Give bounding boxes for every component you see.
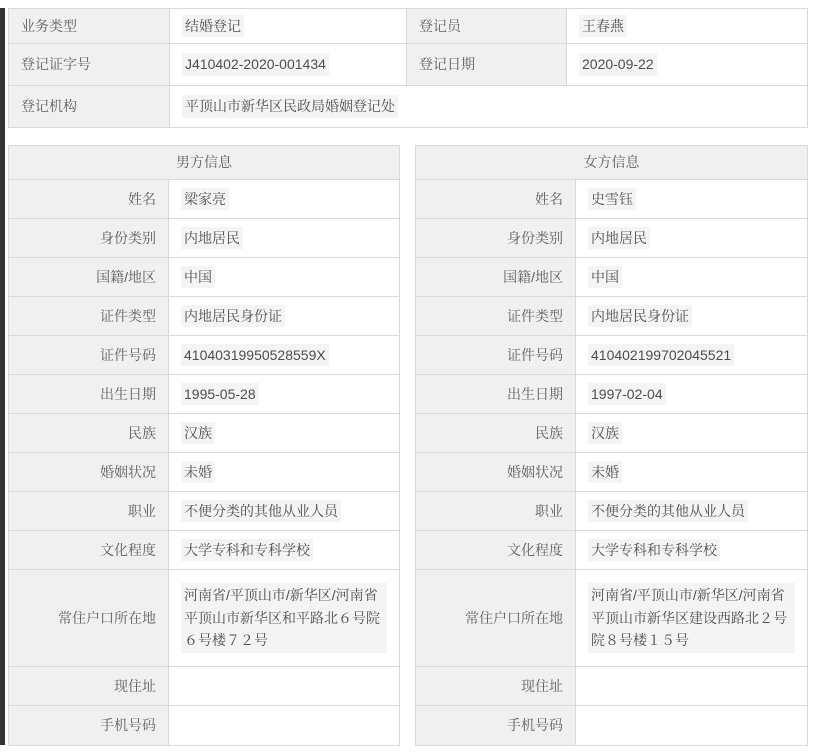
male-birth-date-text: 1995-05-28 (181, 383, 259, 405)
female-birth-date-value (576, 375, 807, 414)
cert-number-value (170, 44, 407, 86)
male-phone-label: 手机号码 (9, 706, 169, 745)
registration-summary-table (8, 8, 808, 128)
male-nationality-value (169, 258, 399, 297)
male-nationality-text: 中国 (181, 266, 215, 288)
male-household-address-text: 河南省/平顶山市/新华区/河南省平顶山市新华区和平路北６号院６号楼７２号 (181, 583, 387, 653)
female-birth-date-text: 1997-02-04 (588, 383, 666, 405)
male-table-title: 男方信息 (9, 146, 399, 180)
male-id-type-text: 内地居民身份证 (181, 305, 285, 327)
male-id-number-label: 证件号码 (9, 336, 169, 375)
window-left-edge (0, 8, 5, 745)
male-name-label: 姓名 (9, 180, 169, 219)
business-type-text: 结婚登记 (182, 15, 244, 37)
male-ethnicity-label: 民族 (9, 414, 169, 453)
female-nationality-label: 国籍/地区 (416, 258, 576, 297)
reg-org-label: 登记机构 (9, 86, 170, 127)
female-phone-value (576, 706, 807, 745)
male-id-number-text: 41040319950528559X (181, 344, 329, 366)
registrar-label: 登记员 (407, 9, 567, 44)
male-household-address-value (169, 570, 399, 667)
female-occupation-text: 不便分类的其他从业人员 (588, 500, 748, 522)
female-table-title: 女方信息 (416, 146, 807, 180)
female-info-table (415, 145, 808, 746)
male-identity-type-label: 身份类别 (9, 219, 169, 258)
male-occupation-value (169, 492, 399, 531)
female-education-value (576, 531, 807, 570)
male-id-number-value (169, 336, 399, 375)
male-current-address-value (169, 667, 399, 706)
female-marital-status-value (576, 453, 807, 492)
female-household-address-text: 河南省/平顶山市/新华区/河南省平顶山市新华区建设西路北２号院８号楼１５号 (588, 583, 795, 653)
business-type-label: 业务类型 (9, 9, 170, 44)
female-occupation-value (576, 492, 807, 531)
registrar-text: 王春燕 (579, 15, 627, 37)
reg-org-text: 平顶山市新华区民政局婚姻登记处 (182, 95, 398, 117)
female-id-type-label: 证件类型 (416, 297, 576, 336)
male-name-text: 梁家亮 (181, 188, 229, 210)
female-nationality-text: 中国 (588, 266, 622, 288)
male-identity-type-value (169, 219, 399, 258)
business-type-value (170, 9, 407, 44)
female-education-text: 大学专科和专科学校 (588, 539, 720, 561)
female-household-address-value (576, 570, 807, 667)
female-identity-type-value (576, 219, 807, 258)
male-name-value (169, 180, 399, 219)
male-household-address-label: 常住户口所在地 (9, 570, 169, 667)
female-current-address-value (576, 667, 807, 706)
female-name-value (576, 180, 807, 219)
male-current-address-label: 现住址 (9, 667, 169, 706)
male-occupation-label: 职业 (9, 492, 169, 531)
male-phone-value (169, 706, 399, 745)
male-info-table (8, 145, 400, 746)
female-id-number-text: 410402199702045521 (588, 344, 734, 366)
female-birth-date-label: 出生日期 (416, 375, 576, 414)
female-identity-type-label: 身份类别 (416, 219, 576, 258)
female-marital-status-text: 未婚 (588, 461, 622, 483)
male-id-type-label: 证件类型 (9, 297, 169, 336)
cert-number-label: 登记证字号 (9, 44, 170, 86)
registrar-value (567, 9, 807, 44)
female-current-address-label: 现住址 (416, 667, 576, 706)
female-ethnicity-label: 民族 (416, 414, 576, 453)
male-marital-status-text: 未婚 (181, 461, 215, 483)
female-name-label: 姓名 (416, 180, 576, 219)
male-marital-status-label: 婚姻状况 (9, 453, 169, 492)
female-name-text: 史雪钰 (588, 188, 636, 210)
female-phone-label: 手机号码 (416, 706, 576, 745)
reg-org-value (170, 86, 807, 127)
female-id-type-value (576, 297, 807, 336)
cert-number-text: J410402-2020-001434 (182, 53, 329, 75)
female-education-label: 文化程度 (416, 531, 576, 570)
male-education-text: 大学专科和专科学校 (181, 539, 313, 561)
female-household-address-label: 常住户口所在地 (416, 570, 576, 667)
male-marital-status-value (169, 453, 399, 492)
male-birth-date-value (169, 375, 399, 414)
male-identity-type-text: 内地居民 (181, 227, 243, 249)
female-occupation-label: 职业 (416, 492, 576, 531)
male-birth-date-label: 出生日期 (9, 375, 169, 414)
reg-date-value (567, 44, 807, 86)
reg-date-text: 2020-09-22 (579, 53, 657, 75)
male-id-type-value (169, 297, 399, 336)
female-ethnicity-value (576, 414, 807, 453)
female-ethnicity-text: 汉族 (588, 422, 622, 444)
male-education-value (169, 531, 399, 570)
male-education-label: 文化程度 (9, 531, 169, 570)
male-ethnicity-text: 汉族 (181, 422, 215, 444)
female-id-number-value (576, 336, 807, 375)
reg-date-label: 登记日期 (407, 44, 567, 86)
male-ethnicity-value (169, 414, 399, 453)
female-identity-type-text: 内地居民 (588, 227, 650, 249)
male-occupation-text: 不便分类的其他从业人员 (181, 500, 341, 522)
female-nationality-value (576, 258, 807, 297)
female-id-number-label: 证件号码 (416, 336, 576, 375)
female-marital-status-label: 婚姻状况 (416, 453, 576, 492)
male-nationality-label: 国籍/地区 (9, 258, 169, 297)
female-id-type-text: 内地居民身份证 (588, 305, 692, 327)
